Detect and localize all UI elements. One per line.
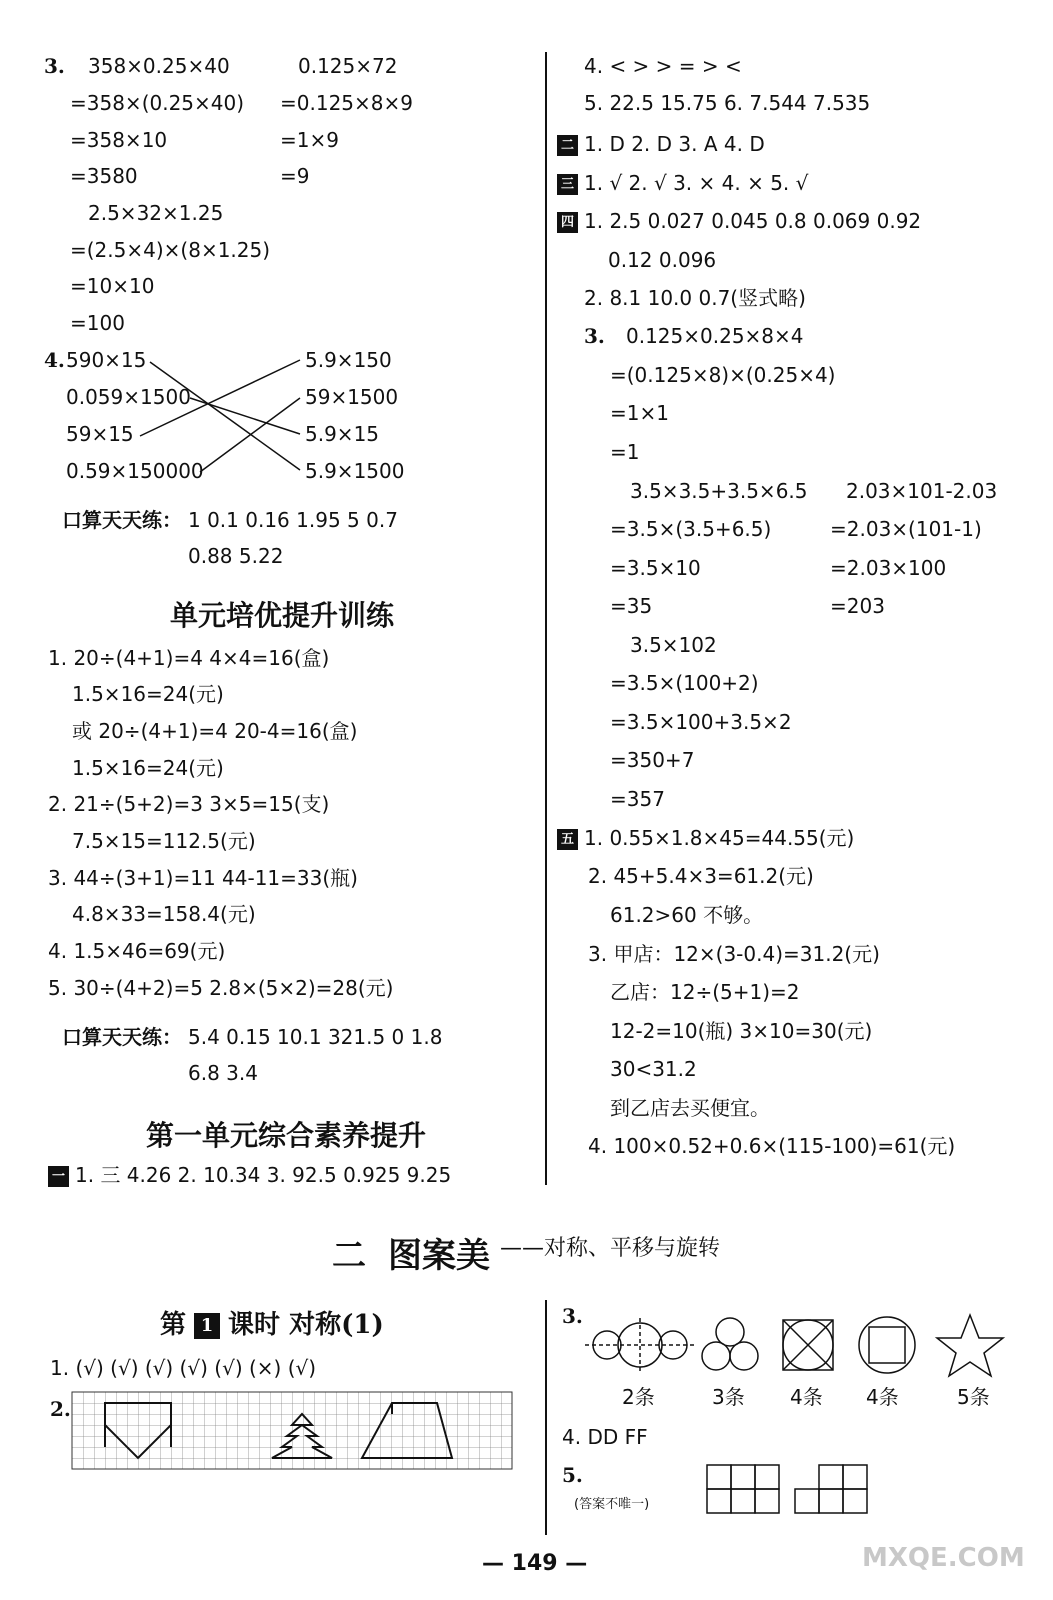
figure-star	[937, 1315, 1003, 1376]
watermark: MXQE.COM	[862, 1543, 1025, 1573]
axis-count: 5条	[957, 1385, 990, 1409]
oral-practice-answers: 5.4 0.15 10.1 321.5 0 1.8	[188, 1025, 443, 1049]
axis-count: 2条	[622, 1385, 655, 1409]
calc-line: =100	[70, 311, 125, 335]
calc-line: =3.5×(100+2)	[610, 671, 759, 695]
answer-line: 5. 22.5 15.75 6. 7.544 7.535	[584, 91, 871, 115]
match-left-item: 59×15	[66, 422, 134, 446]
answer-line: 五 1. 0.55×1.8×45=44.55(元)	[557, 825, 854, 851]
answer-line: 乙店：12÷(5+1)=2	[610, 980, 800, 1004]
section-number-badge: 三	[557, 174, 578, 195]
match-left-item: 0.059×1500	[66, 385, 191, 409]
calc-line: 3.5×3.5+3.5×6.5	[630, 479, 808, 503]
lesson-title: 第 1 课时 对称(1)	[160, 1310, 384, 1340]
calc-line: =1×9	[280, 128, 339, 152]
calc-line: =2.03×100	[830, 556, 947, 580]
answer-line: 3. 44÷(3+1)=11 44-11=33(瓶)	[48, 866, 358, 890]
calc-line: =(2.5×4)×(8×1.25)	[70, 238, 271, 262]
calc-line: 0.125×0.25×8×4	[626, 324, 804, 348]
answer-line: 4. 1.5×46=69(元)	[48, 939, 226, 963]
answer-line: 30<31.2	[610, 1057, 697, 1081]
figure-square-in-circle	[859, 1317, 915, 1373]
answer-line: 到乙店去买便宜。	[610, 1096, 770, 1120]
q4-label: 4.	[44, 348, 65, 372]
answer-line: 7.5×15=112.5(元)	[72, 829, 256, 853]
section-number-badge: 一	[48, 1166, 69, 1187]
answer-line: 1. 20÷(4+1)=4 4×4=16(盒)	[48, 646, 330, 670]
answer-line: 0.12 0.096	[608, 248, 717, 272]
answer-line: 4. DD FF	[562, 1425, 648, 1449]
calc-line: 2.5×32×1.25	[88, 201, 224, 225]
oral-practice-answers: 0.88 5.22	[188, 544, 284, 568]
axis-count: 4条	[790, 1385, 823, 1409]
calc-line: =0.125×8×9	[280, 91, 413, 115]
q3-label: 3.	[562, 1304, 583, 1328]
calc-line: 2.03×101-2.03	[846, 479, 998, 503]
oral-practice-answers: 6.8 3.4	[188, 1061, 258, 1085]
match-right-item: 5.9×15	[305, 422, 380, 446]
column-divider	[545, 1300, 547, 1535]
calc-line: =3580	[70, 164, 138, 188]
section-number-badge: 五	[557, 829, 578, 850]
match-right-item: 5.9×1500	[305, 459, 405, 483]
answer-line: 1.5×16=24(元)	[72, 682, 224, 706]
chapter-number: 二	[332, 1236, 366, 1276]
calc-line: 0.125×72	[298, 54, 398, 78]
column-divider	[545, 52, 547, 1185]
calc-line: 358×0.25×40	[88, 54, 230, 78]
axis-count: 4条	[866, 1385, 899, 1409]
calc-line: =357	[610, 787, 665, 811]
calc-line: =1×1	[610, 401, 669, 425]
calc-line: =10×10	[70, 274, 155, 298]
calc-line: =2.03×(101-1)	[830, 517, 982, 541]
match-line	[190, 398, 300, 434]
answer-line: 2. 8.1 10.0 0.7(竖式略)	[584, 286, 806, 310]
lesson-number-badge: 1	[194, 1313, 220, 1339]
calc-line: =358×10	[70, 128, 168, 152]
calc-line: =358×(0.25×40)	[70, 91, 245, 115]
answer-line: 一 1. 三 4.26 2. 10.34 3. 92.5 0.925 9.25	[48, 1162, 451, 1188]
figure-trefoil	[702, 1318, 758, 1370]
match-left-item: 0.59×150000	[66, 459, 204, 483]
match-right-item: 5.9×150	[305, 348, 392, 372]
match-left-item: 590×15	[66, 348, 147, 372]
calc-line: =(0.125×8)×(0.25×4)	[610, 363, 836, 387]
answer-line: 2. 21÷(5+2)=3 3×5=15(支)	[48, 792, 330, 816]
answer-line: 3. 甲店：12×(3-0.4)=31.2(元)	[588, 942, 880, 966]
answer-line: 12-2=10(瓶) 3×10=30(元)	[610, 1019, 873, 1043]
section-title: 第一单元综合素养提升	[146, 1119, 427, 1152]
answer-line: 三 1. √ 2. √ 3. × 4. × 5. √	[557, 170, 808, 196]
figure-circle-in-square	[783, 1320, 833, 1370]
oral-practice-label: 口算天天练：	[62, 508, 182, 532]
calc-line: =203	[830, 594, 885, 618]
calc-line: 3.5×102	[630, 633, 717, 657]
q3-label: 3.	[584, 324, 605, 348]
calc-line: =3.5×(3.5+6.5)	[610, 517, 772, 541]
section-number-badge: 四	[557, 212, 578, 233]
chapter-title: 图案美	[388, 1236, 490, 1276]
answer-line: 1.5×16=24(元)	[72, 756, 224, 780]
answer-line: 四 1. 2.5 0.027 0.045 0.8 0.069 0.92	[557, 208, 921, 234]
calc-line: =1	[610, 440, 640, 464]
q3-label: 3.	[44, 54, 65, 78]
figure-three-circles-row	[585, 1318, 695, 1372]
answer-line: 4.8×33=158.4(元)	[72, 902, 256, 926]
calc-line: =350+7	[610, 748, 695, 772]
q2-label: 2.	[50, 1397, 71, 1421]
answer-line: 4. < > > = > <	[584, 54, 742, 78]
calc-line: =9	[280, 164, 310, 188]
page-number: — 149 —	[482, 1551, 588, 1576]
section-title: 单元培优提升训练	[170, 599, 395, 632]
answer-line: 4. 100×0.52+0.6×(115-100)=61(元)	[588, 1134, 956, 1158]
answer-line: 2. 45+5.4×3=61.2(元)	[588, 864, 814, 888]
note: (答案不唯一)	[574, 1497, 650, 1512]
symmetry-grid	[72, 1392, 512, 1472]
answer-line: 61.2>60 不够。	[610, 903, 764, 927]
calc-line: =3.5×10	[610, 556, 701, 580]
answer-line: 1. (√) (√) (√) (√) (√) (×) (√)	[50, 1356, 317, 1380]
net-figures	[705, 1463, 885, 1515]
chapter-subtitle: ——对称、平移与旋转	[500, 1236, 721, 1261]
axis-count: 3条	[712, 1385, 745, 1409]
calc-line: =35	[610, 594, 653, 618]
oral-practice-answers: 1 0.1 0.16 1.95 5 0.7	[188, 508, 398, 532]
oral-practice-label: 口算天天练：	[62, 1025, 182, 1049]
answer-line: 5. 30÷(4+2)=5 2.8×(5×2)=28(元)	[48, 976, 394, 1000]
match-right-item: 59×1500	[305, 385, 399, 409]
symmetry-axes-figures	[585, 1310, 1005, 1385]
calc-line: =3.5×100+3.5×2	[610, 710, 792, 734]
answer-line: 或 20÷(4+1)=4 20-4=16(盒)	[72, 719, 358, 743]
section-number-badge: 二	[557, 135, 578, 156]
answer-line: 二 1. D 2. D 3. A 4. D	[557, 131, 765, 157]
q5-label: 5.	[562, 1463, 583, 1487]
